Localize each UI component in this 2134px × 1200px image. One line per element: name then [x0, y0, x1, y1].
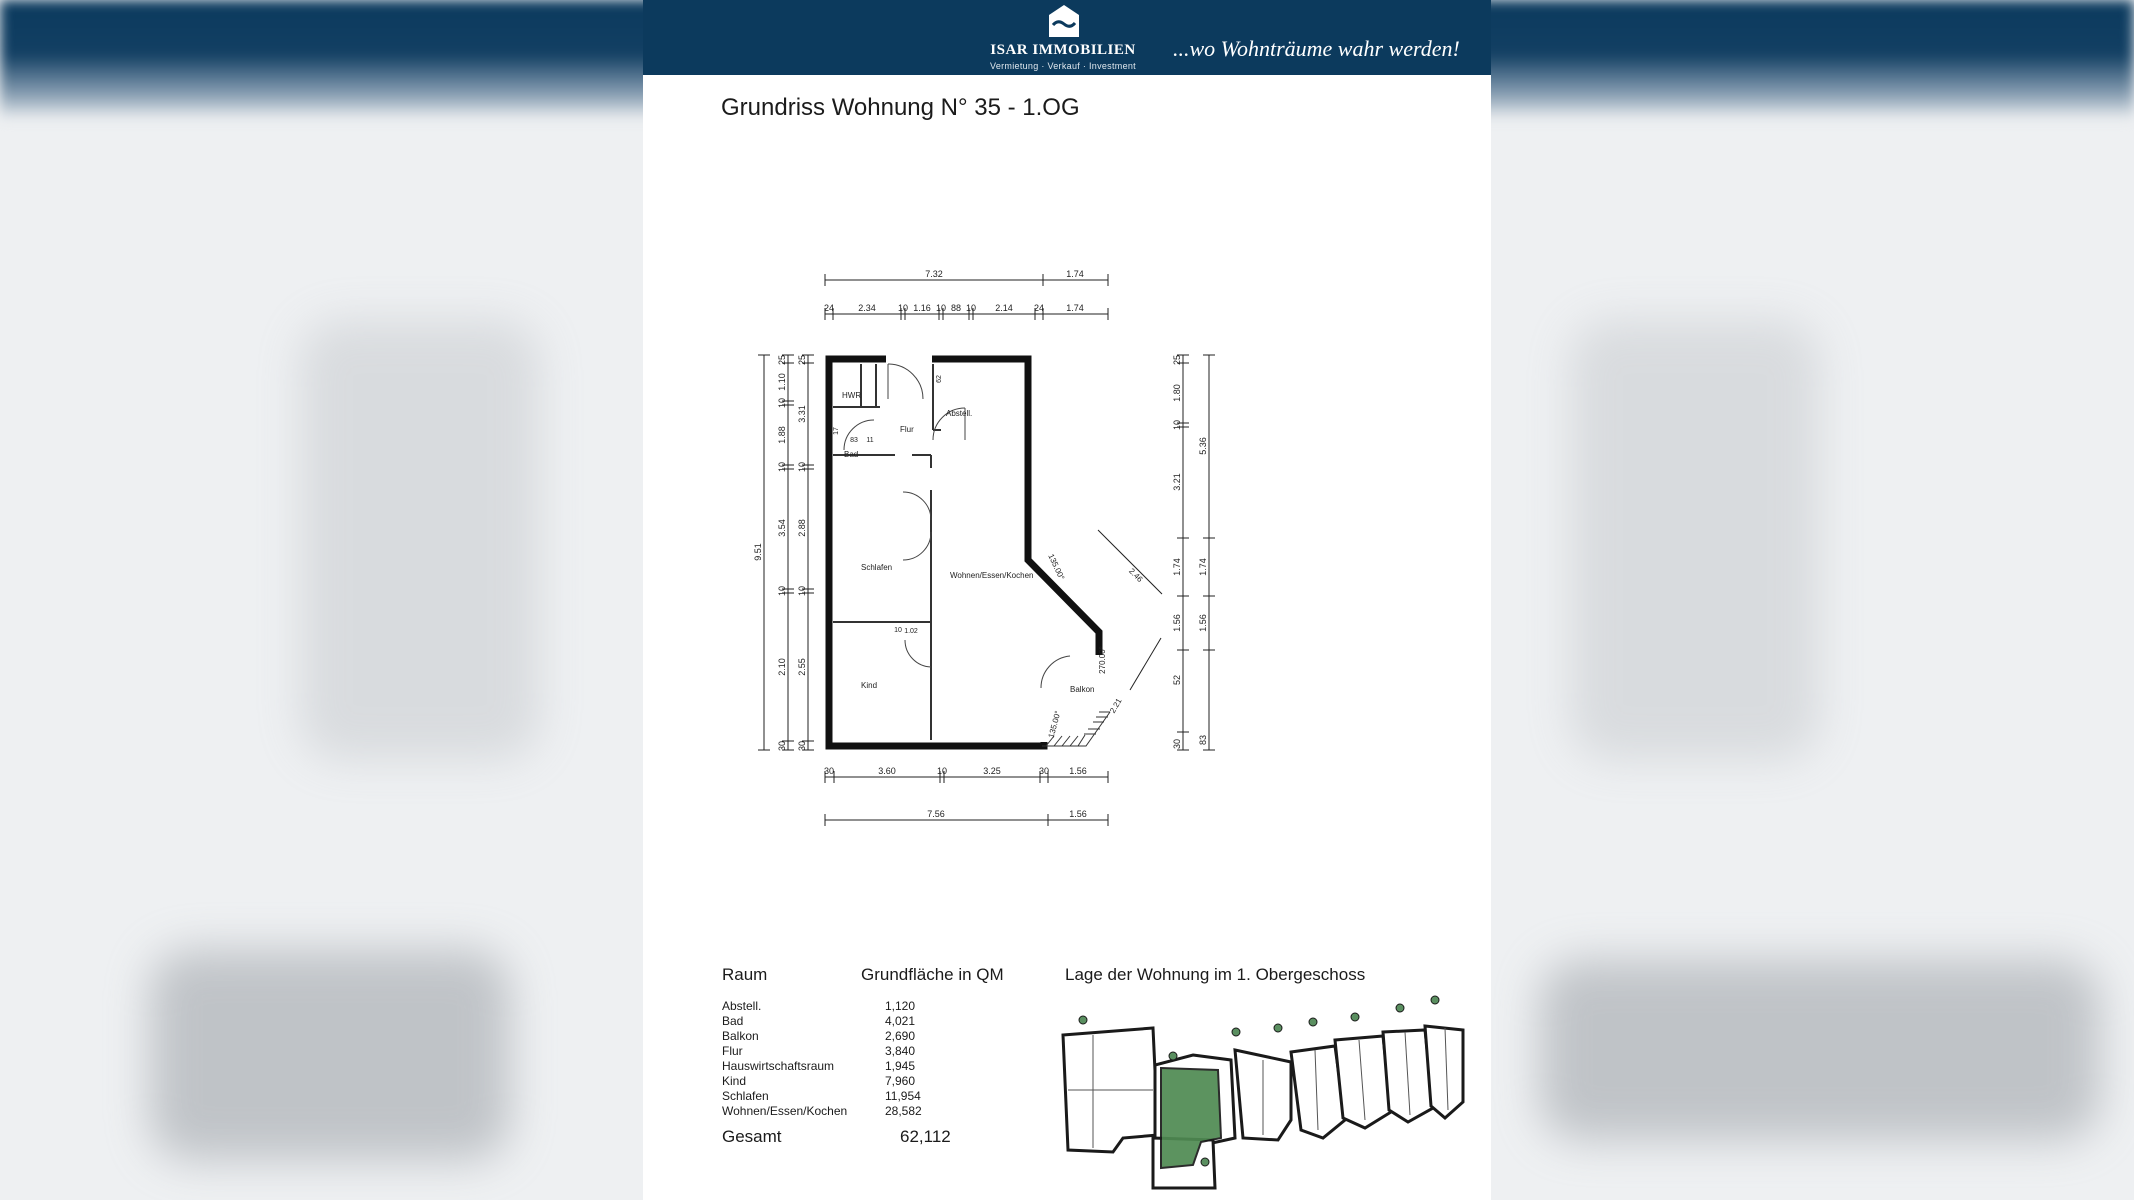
table-row: [722, 1014, 962, 1029]
dim-label: 24: [1033, 303, 1045, 313]
blurred-shape: [150, 950, 510, 1160]
dim-label: 1.02: [904, 628, 918, 635]
blurred-shape: [1540, 960, 2100, 1140]
dim-label: 10: [777, 397, 787, 409]
dim-label: 3.21: [1172, 473, 1182, 491]
dim-label: 135.00°: [1046, 709, 1063, 739]
dim-label: 2.10: [777, 658, 787, 676]
room-area: 1,120: [885, 999, 916, 1013]
dim-label: 1.56: [1172, 614, 1182, 632]
dim-label: 83: [850, 437, 858, 444]
room-name: Abstell.: [722, 999, 762, 1013]
room-name: Balkon: [722, 1029, 759, 1043]
floor-plan: [753, 260, 1358, 830]
room-area: 28,582: [885, 1104, 922, 1118]
dim-label: 135.00°: [1046, 552, 1067, 582]
dim-label: 9.51: [753, 543, 763, 561]
dim-label: 10: [894, 627, 902, 634]
dim-label: 1.10: [777, 373, 787, 391]
dim-label: 10: [797, 585, 807, 597]
dim-label: 88: [950, 303, 962, 313]
table-header-room: Raum: [722, 965, 768, 984]
room-label-abstell: Abstell.: [946, 409, 973, 418]
table-header-area: Grundfläche in QM: [861, 965, 1004, 984]
room-area: 11,954: [885, 1089, 921, 1103]
room-label-flur: Flur: [900, 425, 914, 434]
floor-location-map: [1053, 990, 1473, 1190]
room-name: Hauswirtschaftsraum: [722, 1059, 835, 1073]
blurred-shape: [300, 320, 540, 760]
brand-slogan: ...wo Wohnträume wahr werden!: [1173, 36, 1460, 61]
dim-label: 10: [777, 585, 787, 597]
dim-label: 25: [777, 354, 787, 366]
room-name: Wohnen/Essen/Kochen: [722, 1104, 848, 1118]
dim-label: 52: [1172, 674, 1182, 686]
table-row: [722, 999, 962, 1014]
dim-label: 1.80: [1172, 384, 1182, 402]
dim-label: 10: [936, 766, 948, 776]
dim-label: 270.00°: [1098, 646, 1107, 674]
dim-label: 10: [777, 461, 787, 473]
dim-label: 10: [1172, 419, 1182, 431]
room-name: Schlafen: [722, 1089, 769, 1103]
total-label: Gesamt: [722, 1127, 782, 1146]
room-area: 1,945: [885, 1059, 916, 1073]
dim-label: 2.21: [1108, 696, 1124, 715]
dim-label: 30: [1172, 738, 1182, 750]
room-label-hwr: HWR: [842, 391, 862, 400]
dim-label: 2.46: [1127, 566, 1145, 584]
dim-label: 83: [1198, 734, 1208, 746]
expose-page: [643, 0, 1491, 1200]
dim-label: 1.56: [1069, 809, 1087, 819]
dim-label: 3.31: [797, 405, 807, 423]
dim-label: 2.88: [797, 519, 807, 537]
brand-name: ISAR IMMOBILIEN: [990, 42, 1136, 58]
room-label-balkon: Balkon: [1070, 685, 1095, 694]
dim-label: 5.36: [1198, 437, 1208, 455]
dim-label: 2.55: [797, 658, 807, 676]
house-logo-icon: [1047, 3, 1081, 39]
dim-label: 1.74: [1066, 303, 1084, 313]
dim-label: 1.56: [1198, 614, 1208, 632]
dim-label: 30: [1038, 766, 1050, 776]
table-row: [722, 1074, 962, 1089]
room-area: 4,021: [885, 1014, 916, 1028]
room-area: 7,960: [885, 1074, 916, 1088]
table-row: [722, 1059, 962, 1074]
dim-label: 1.56: [1069, 766, 1087, 776]
blurred-shape: [1570, 320, 1820, 760]
dim-label: 30: [823, 766, 835, 776]
dim-label: 1.74: [1066, 269, 1084, 279]
dim-label: 10: [935, 303, 947, 313]
brand-header: [643, 0, 1491, 75]
dim-label: 30: [797, 740, 807, 752]
room-name: Flur: [722, 1044, 743, 1058]
dim-label: 1.16: [913, 303, 931, 313]
brand-subline: Vermietung · Verkauf · Investment: [990, 61, 1136, 71]
dim-label: 30: [777, 740, 787, 752]
room-label-schlafen: Schlafen: [861, 563, 893, 572]
dim-label: 62: [936, 375, 943, 383]
table-total-row: [722, 1127, 962, 1149]
room-area: 2,690: [885, 1029, 916, 1043]
room-area: 3,840: [885, 1044, 916, 1058]
dim-label: 17: [833, 427, 840, 435]
table-row: [722, 1029, 962, 1044]
dim-label: 10: [965, 303, 977, 313]
dim-label: 25: [1172, 354, 1182, 366]
dim-label: 3.25: [983, 766, 1001, 776]
dim-label: 10: [897, 303, 909, 313]
dim-label: 2.34: [858, 303, 876, 313]
room-label-bad: Bad: [844, 450, 859, 459]
dim-label: 7.32: [925, 269, 943, 279]
room-label-wohnen: Wohnen/Essen/Kochen: [950, 571, 1034, 580]
dim-label: 25: [797, 354, 807, 366]
location-title: Lage der Wohnung im 1. Obergeschoss: [1065, 965, 1366, 984]
room-name: Kind: [722, 1074, 747, 1088]
dim-label: 10: [797, 461, 807, 473]
room-name: Bad: [722, 1014, 744, 1028]
table-row: [722, 1089, 962, 1104]
dim-label: 11: [866, 437, 874, 444]
total-value: 62,112: [900, 1127, 951, 1146]
page-title: Grundriss Wohnung N° 35 - 1.OG: [721, 94, 1080, 121]
dim-label: 2.14: [995, 303, 1013, 313]
dim-label: 7.56: [927, 809, 945, 819]
dim-label: 1.74: [1198, 558, 1208, 576]
dim-label: 24: [823, 303, 835, 313]
room-label-kind: Kind: [861, 681, 878, 690]
table-row: [722, 1044, 962, 1059]
dim-label: 1.88: [777, 426, 787, 444]
dim-label: 3.60: [878, 766, 896, 776]
dim-label: 3.54: [777, 519, 787, 537]
table-row: [722, 1104, 962, 1119]
dim-label: 1.74: [1172, 558, 1182, 576]
